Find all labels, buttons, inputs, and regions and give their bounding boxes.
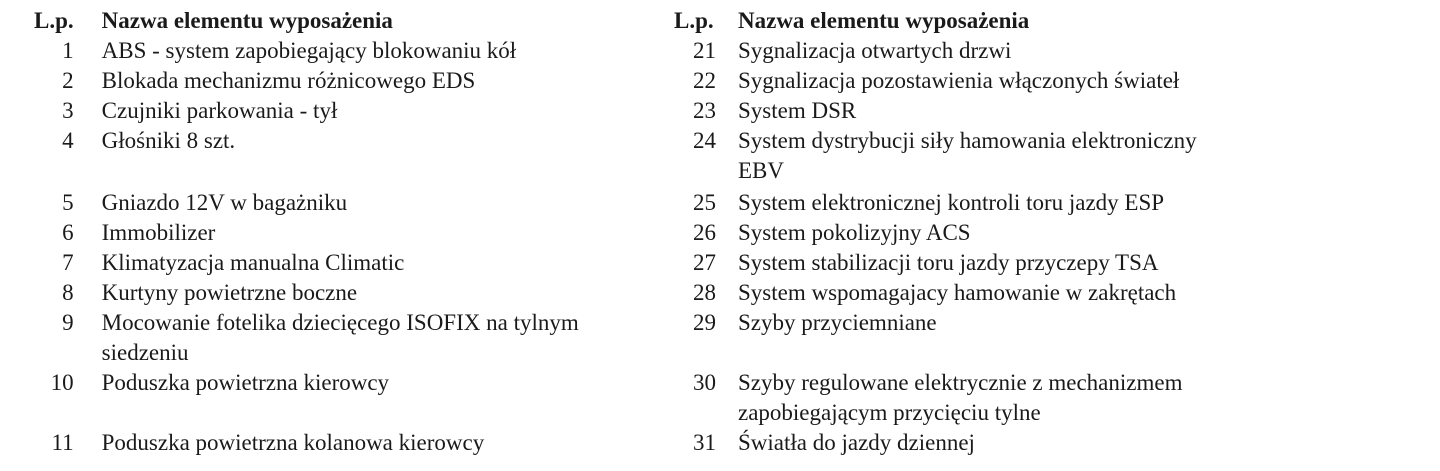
row-number: 30: [693, 370, 716, 395]
row-number: 22: [693, 68, 716, 93]
row-number: 11: [51, 430, 74, 455]
row-equipment-name: Sygnalizacja otwartych drzwi: [738, 38, 1012, 63]
equipment-table-right: [674, 6, 1294, 458]
row-equipment-name: System DSR: [738, 98, 857, 123]
table-row: [674, 218, 1294, 248]
row-equipment-name: Immobilizer: [101, 220, 216, 245]
row-equipment-name: Głośniki 8 szt.: [101, 128, 236, 153]
row-number: 3: [62, 98, 74, 123]
row-equipment-name: Poduszka powietrzna kolanowa kierowcy: [101, 430, 485, 455]
table-row: [34, 218, 654, 248]
row-number: 21: [693, 38, 716, 63]
table-row: [34, 368, 654, 428]
table-row: [674, 248, 1294, 278]
table-row: [34, 188, 654, 218]
table-row: [674, 278, 1294, 308]
table-row: [674, 428, 1294, 458]
table-row: [674, 308, 1294, 368]
row-equipment-name: System pokolizyjny ACS: [738, 220, 971, 245]
row-equipment-name: Sygnalizacja pozostawienia włączonych świateł: [738, 68, 1180, 93]
column-header-name: Nazwa elementu wyposażenia: [738, 8, 1030, 33]
table-row: [674, 368, 1294, 428]
table-row: [674, 188, 1294, 218]
table-row: [34, 278, 654, 308]
row-number: 2: [62, 68, 74, 93]
table-row: [34, 96, 654, 126]
row-number: 26: [693, 220, 716, 245]
table-row: [34, 428, 654, 458]
row-number: 27: [693, 250, 716, 275]
table-row: [674, 126, 1294, 188]
table-row: [34, 36, 654, 66]
row-number: 23: [693, 98, 716, 123]
row-equipment-name: Klimatyzacja manualna Climatic: [101, 250, 405, 275]
column-header-name: Nazwa elementu wyposażenia: [101, 8, 393, 33]
row-equipment-name: Poduszka powietrzna kierowcy: [101, 370, 390, 395]
row-number: 25: [693, 190, 716, 215]
equipment-table-left: [34, 6, 654, 458]
row-number: 7: [62, 250, 74, 275]
table-row: [34, 126, 654, 188]
table-header-row: [674, 6, 1294, 36]
row-equipment-name: Gniazdo 12V w bagażniku: [101, 190, 348, 215]
row-number: 24: [693, 128, 716, 153]
row-number: 8: [62, 280, 74, 305]
row-equipment-name: System dystrybucji siły hamowania elektroniczny EBV: [738, 128, 1197, 183]
row-equipment-name: Światła do jazdy dziennej: [738, 430, 975, 455]
row-equipment-name: System wspomagajacy hamowanie w zakrętach: [738, 280, 1177, 305]
row-number: 29: [693, 310, 716, 335]
row-number: 4: [62, 128, 74, 153]
row-number: 28: [693, 280, 716, 305]
row-number: 31: [693, 430, 716, 455]
table-header-row: [34, 6, 654, 36]
column-header-number: L.p.: [674, 8, 714, 33]
row-equipment-name: Kurtyny powietrzne boczne: [101, 280, 358, 305]
row-equipment-name: System elektronicznej kontroli toru jazdy ESP: [738, 190, 1165, 215]
table-row: [674, 36, 1294, 66]
row-equipment-name: Blokada mechanizmu różnicowego EDS: [101, 68, 476, 93]
row-equipment-name: Czujniki parkowania - tył: [101, 98, 338, 123]
table-row: [674, 96, 1294, 126]
row-number: 10: [50, 370, 74, 395]
row-equipment-name: Szyby przyciemniane: [738, 310, 937, 335]
row-equipment-name: ABS - system zapobiegający blokowaniu kół: [101, 38, 517, 63]
column-header-number: L.p.: [34, 8, 74, 33]
row-number: 9: [62, 310, 74, 335]
row-number: 1: [62, 38, 74, 63]
table-row: [674, 66, 1294, 96]
row-equipment-name: Mocowanie fotelika dziecięcego ISOFIX na tylnym siedzeniu: [101, 310, 579, 365]
row-number: 6: [62, 220, 74, 245]
table-row: [34, 66, 654, 96]
row-equipment-name: Szyby regulowane elektrycznie z mechanizmem zapobiegającym przycięciu tylne: [738, 370, 1183, 425]
row-number: 5: [62, 190, 74, 215]
table-row: [34, 248, 654, 278]
row-equipment-name: System stabilizacji toru jazdy przyczepy TSA: [738, 250, 1159, 275]
table-row: [34, 308, 654, 368]
